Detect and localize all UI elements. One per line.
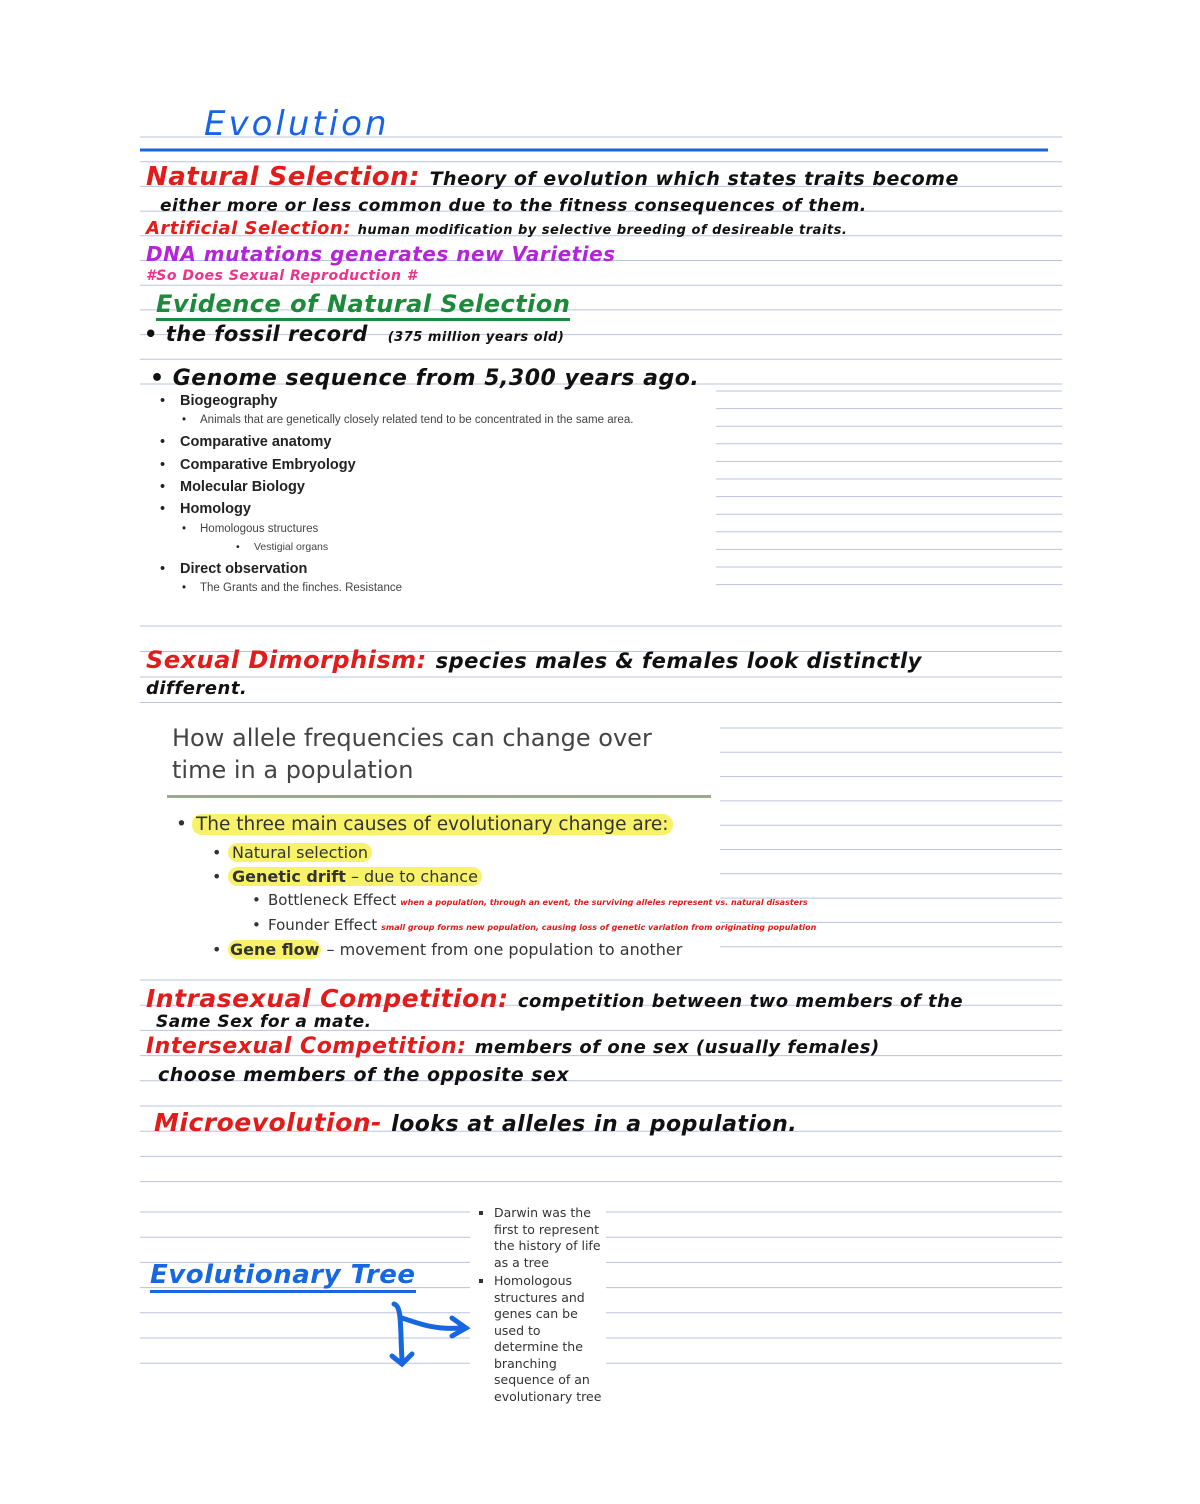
microevolution-def: looks at alleles in a population. <box>391 1112 798 1137</box>
slide-gene-flow: • Gene flow – movement from one population to another <box>212 940 683 959</box>
bullet-icon: • <box>236 541 240 553</box>
slide-heading-rule <box>167 795 711 798</box>
intersexual-line <box>146 1034 880 1059</box>
sexual-dimorphism-def-2: different. <box>146 678 248 699</box>
slide-bottleneck-note: when a population, through an event, the surviving alleles represent vs. natural disasters <box>400 898 808 907</box>
evidence-list-item-label: Vestigial organs <box>254 541 329 553</box>
intrasexual-line <box>146 984 963 1013</box>
evidence-list-item-label: Molecular Biology <box>180 479 305 495</box>
microevolution-term: Microevolution- <box>154 1108 382 1137</box>
natural-selection-term: Natural Selection: <box>146 162 421 192</box>
evidence-list-item-label: The Grants and the finches. Resistance <box>200 582 402 594</box>
sexual-dimorphism-line <box>146 646 922 674</box>
evidence-list-item <box>160 479 305 495</box>
evidence-list-item-label: Animals that are genetically closely related tend to be concentrated in the same area. <box>200 414 634 426</box>
evidence-heading: Evidence of Natural Selection <box>156 290 570 321</box>
bullet-icon: • <box>160 434 166 450</box>
sexual-dimorphism-term: Sexual Dimorphism: <box>146 646 427 674</box>
evidence-list-item-label: Comparative anatomy <box>180 434 332 450</box>
slide-bottleneck: • Bottleneck Effect when a population, through an event, the surviving alleles represent vs. natural disasters <box>252 891 808 909</box>
evidence-list-item <box>182 414 633 426</box>
fossil-record-text: • the fossil record <box>144 322 368 346</box>
evidence-hand-item-fossil <box>144 322 564 346</box>
slide-natural-selection: • Natural selection <box>212 843 372 862</box>
sexual-reproduction-note: #So Does Sexual Reproduction # <box>146 268 418 284</box>
page-title: Evolution <box>204 104 390 144</box>
slide-founder-text: Founder Effect <box>268 916 378 934</box>
intersexual-term: Intersexual Competition: <box>146 1034 467 1059</box>
slide-heading-line-2: time in a population <box>172 756 414 784</box>
evidence-list-item <box>182 523 318 535</box>
evidence-list-item-label: Homologous structures <box>200 523 319 535</box>
slide-genetic-drift: • Genetic drift – due to chance <box>212 867 482 886</box>
bullet-icon: • <box>160 479 166 495</box>
natural-selection-def-1: Theory of evolution which states traits become <box>429 168 959 190</box>
bullet-icon: • <box>160 501 166 517</box>
evidence-list-item-label: Homology <box>180 501 251 517</box>
intrasexual-term: Intrasexual Competition: <box>146 984 509 1013</box>
tree-bullet: ▪ Homologous structures and genes can be used to determine the branching sequence of an evolutionary tree <box>494 1273 608 1405</box>
evidence-list-item <box>182 582 402 594</box>
slide-natural-selection-text: Natural selection <box>228 843 372 862</box>
intrasexual-def-1: competition between two members of the <box>517 991 964 1012</box>
slide-gene-flow-term: Gene flow <box>230 940 320 959</box>
slide-founder-note: small group forms new population, causing loss of genetic variation from originating population <box>381 923 817 932</box>
natural-selection-def-2: either more or less common due to the fitness consequences of them. <box>160 196 867 216</box>
bullet-icon: • <box>160 561 166 577</box>
intersexual-def-1: members of one sex (usually females) <box>474 1037 880 1058</box>
slide-gene-flow-rest: – movement from one population to another <box>321 940 683 959</box>
intrasexual-def-2: Same Sex for a mate. <box>156 1012 372 1032</box>
intersexual-def-2: choose members of the opposite sex <box>158 1064 570 1086</box>
slide-main-bullet-text: The three main causes of evolutionary change are: <box>192 814 673 835</box>
artificial-selection-def: human modification by selective breeding of desireable traits. <box>357 223 848 238</box>
bullet-icon: • <box>182 414 187 426</box>
tree-bullets <box>478 1205 608 1407</box>
slide-genetic-drift-term: Genetic drift <box>232 867 346 886</box>
slide-genetic-drift-rest: – due to chance <box>345 867 478 886</box>
dna-mutations-note: DNA mutations generates new Varieties <box>146 242 616 266</box>
tree-arrow-icon <box>380 1296 480 1368</box>
microevolution-line <box>154 1108 797 1137</box>
evidence-hand-item-genome: • Genome sequence from 5,300 years ago. <box>150 366 700 391</box>
bullet-icon: • <box>182 582 187 594</box>
natural-selection-line <box>146 162 959 192</box>
evidence-list-item <box>160 501 251 517</box>
evidence-list-item <box>160 561 307 577</box>
bullet-icon: • <box>160 393 166 409</box>
evidence-list-item-label: Comparative Embryology <box>180 457 356 473</box>
slide-heading-line-1: How allele frequencies can change over <box>172 724 652 752</box>
bullet-icon: • <box>182 523 187 535</box>
artificial-selection-line <box>146 218 847 239</box>
bullet-icon: • <box>160 457 166 473</box>
evidence-list-item <box>236 541 328 553</box>
evidence-list-item-label: Direct observation <box>180 561 308 577</box>
fossil-record-note: (375 million years old) <box>387 330 565 345</box>
evidence-list-item-label: Biogeography <box>180 393 278 409</box>
slide-heading <box>172 722 652 786</box>
sexual-dimorphism-def-1: species males & females look distinctly <box>435 649 922 673</box>
evidence-list-item <box>160 457 356 473</box>
slide-bottleneck-text: Bottleneck Effect <box>268 891 397 909</box>
slide-founder: • Founder Effect small group forms new population, causing loss of genetic variation from originating population <box>252 916 817 934</box>
artificial-selection-term: Artificial Selection: <box>146 218 351 239</box>
slide-main-bullet: • The three main causes of evolutionary change are: <box>176 814 673 835</box>
evidence-list-item <box>160 393 277 409</box>
tree-bullet: ▪ Darwin was the first to represent the history of life as a tree <box>494 1205 608 1271</box>
evolutionary-tree-label: Evolutionary Tree <box>150 1260 416 1293</box>
evidence-list-item <box>160 434 332 450</box>
